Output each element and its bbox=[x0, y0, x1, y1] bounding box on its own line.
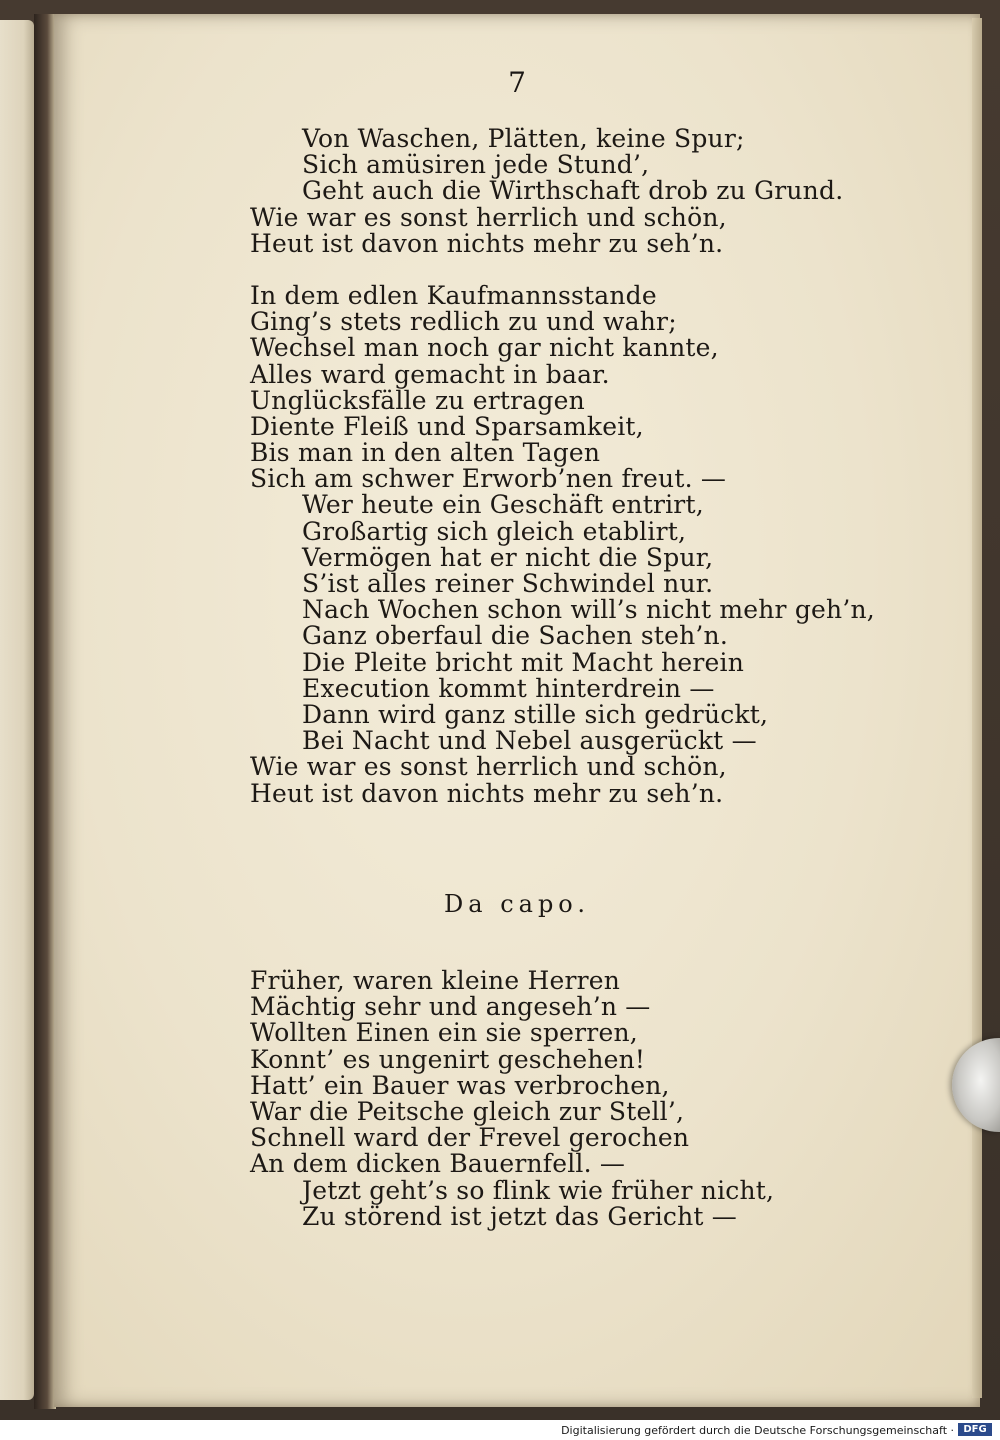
poem-line: Wer heute ein Geschäft entrirt, bbox=[302, 490, 704, 520]
poem-line: Bei Nacht und Nebel ausgerückt — bbox=[302, 726, 757, 756]
page-number: 7 bbox=[508, 66, 526, 99]
book-gutter bbox=[34, 14, 56, 1409]
poem-da-capo-block bbox=[250, 968, 870, 1230]
poem-line: Nach Wochen schon will’s nicht mehr geh’n, bbox=[302, 595, 875, 625]
poem-line: Execution kommt hinterdrein — bbox=[302, 673, 715, 703]
poem-line: Konnt’ es ungenirt geschehen! bbox=[250, 1044, 646, 1074]
poem-line: Sich amüsiren jede Stund’, bbox=[302, 150, 650, 180]
poem-line: Unglücksfälle zu ertragen bbox=[250, 385, 585, 415]
stanza-gap bbox=[250, 257, 870, 283]
poem-line: War die Peitsche gleich zur Stell’, bbox=[250, 1096, 685, 1126]
poem-line: Geht auch die Wirthschaft drob zu Grund. bbox=[302, 176, 844, 206]
poem-line: Die Pleite bricht mit Macht herein bbox=[302, 647, 745, 677]
dfg-logo: DFG bbox=[958, 1423, 992, 1436]
section-heading: Da capo. bbox=[444, 890, 590, 918]
poem-line: Sich am schwer Erworb’nen freut. — bbox=[250, 464, 727, 494]
poem-line: Mächtig sehr und angeseh’n — bbox=[250, 992, 651, 1022]
poem-line: Heut ist davon nichts mehr zu seh’n. bbox=[250, 778, 724, 808]
poem-line: Wollten Einen ein sie sperren, bbox=[250, 1018, 638, 1048]
poem-line: Zu störend ist jetzt das Gericht — bbox=[302, 1201, 738, 1231]
poem-line: Wie war es sonst herrlich und schön, bbox=[250, 202, 727, 232]
poem-line: Schnell ward der Frevel gerochen bbox=[250, 1123, 690, 1153]
poem-line: Von Waschen, Plätten, keine Spur; bbox=[302, 124, 745, 153]
poem-line: Ganz oberfaul die Sachen steh’n. bbox=[302, 621, 728, 651]
poem-stanza-block bbox=[250, 124, 875, 808]
facing-page-edge bbox=[0, 20, 34, 1400]
poem-line: Alles ward gemacht in baar. bbox=[250, 359, 610, 389]
poem-line: Ging’s stets redlich zu und wahr; bbox=[250, 307, 677, 337]
poem-line: Wechsel man noch gar nicht kannte, bbox=[250, 333, 719, 363]
page-fore-edge bbox=[972, 18, 982, 1398]
book-page bbox=[54, 14, 980, 1407]
poem-line: Vermögen hat er nicht die Spur, bbox=[302, 542, 714, 572]
poem-line: Bis man in den alten Tagen bbox=[250, 438, 601, 468]
poem-line: Hatt’ ein Bauer was verbrochen, bbox=[250, 1070, 670, 1100]
poem-line: Diente Fleiß und Sparsamkeit, bbox=[250, 411, 644, 441]
poem-line: Großartig sich gleich etablirt, bbox=[302, 516, 687, 546]
poem-line: Dann wird ganz stille sich gedrückt, bbox=[302, 699, 769, 729]
footer-credit: Digitalisierung gefördert durch die Deutsche Forschungsgemeinschaft · bbox=[561, 1424, 954, 1437]
poem-line: S’ist alles reiner Schwindel nur. bbox=[302, 569, 714, 598]
poem-line: Heut ist davon nichts mehr zu seh’n. bbox=[250, 228, 724, 258]
poem-line: An dem dicken Bauernfell. — bbox=[250, 1149, 626, 1179]
poem-line: Früher, waren kleine Herren bbox=[250, 966, 621, 995]
poem-line: Wie war es sonst herrlich und schön, bbox=[250, 752, 727, 782]
poem-line: In dem edlen Kaufmannsstande bbox=[250, 280, 657, 310]
poem-line: Jetzt geht’s so flink wie früher nicht, bbox=[302, 1175, 775, 1205]
